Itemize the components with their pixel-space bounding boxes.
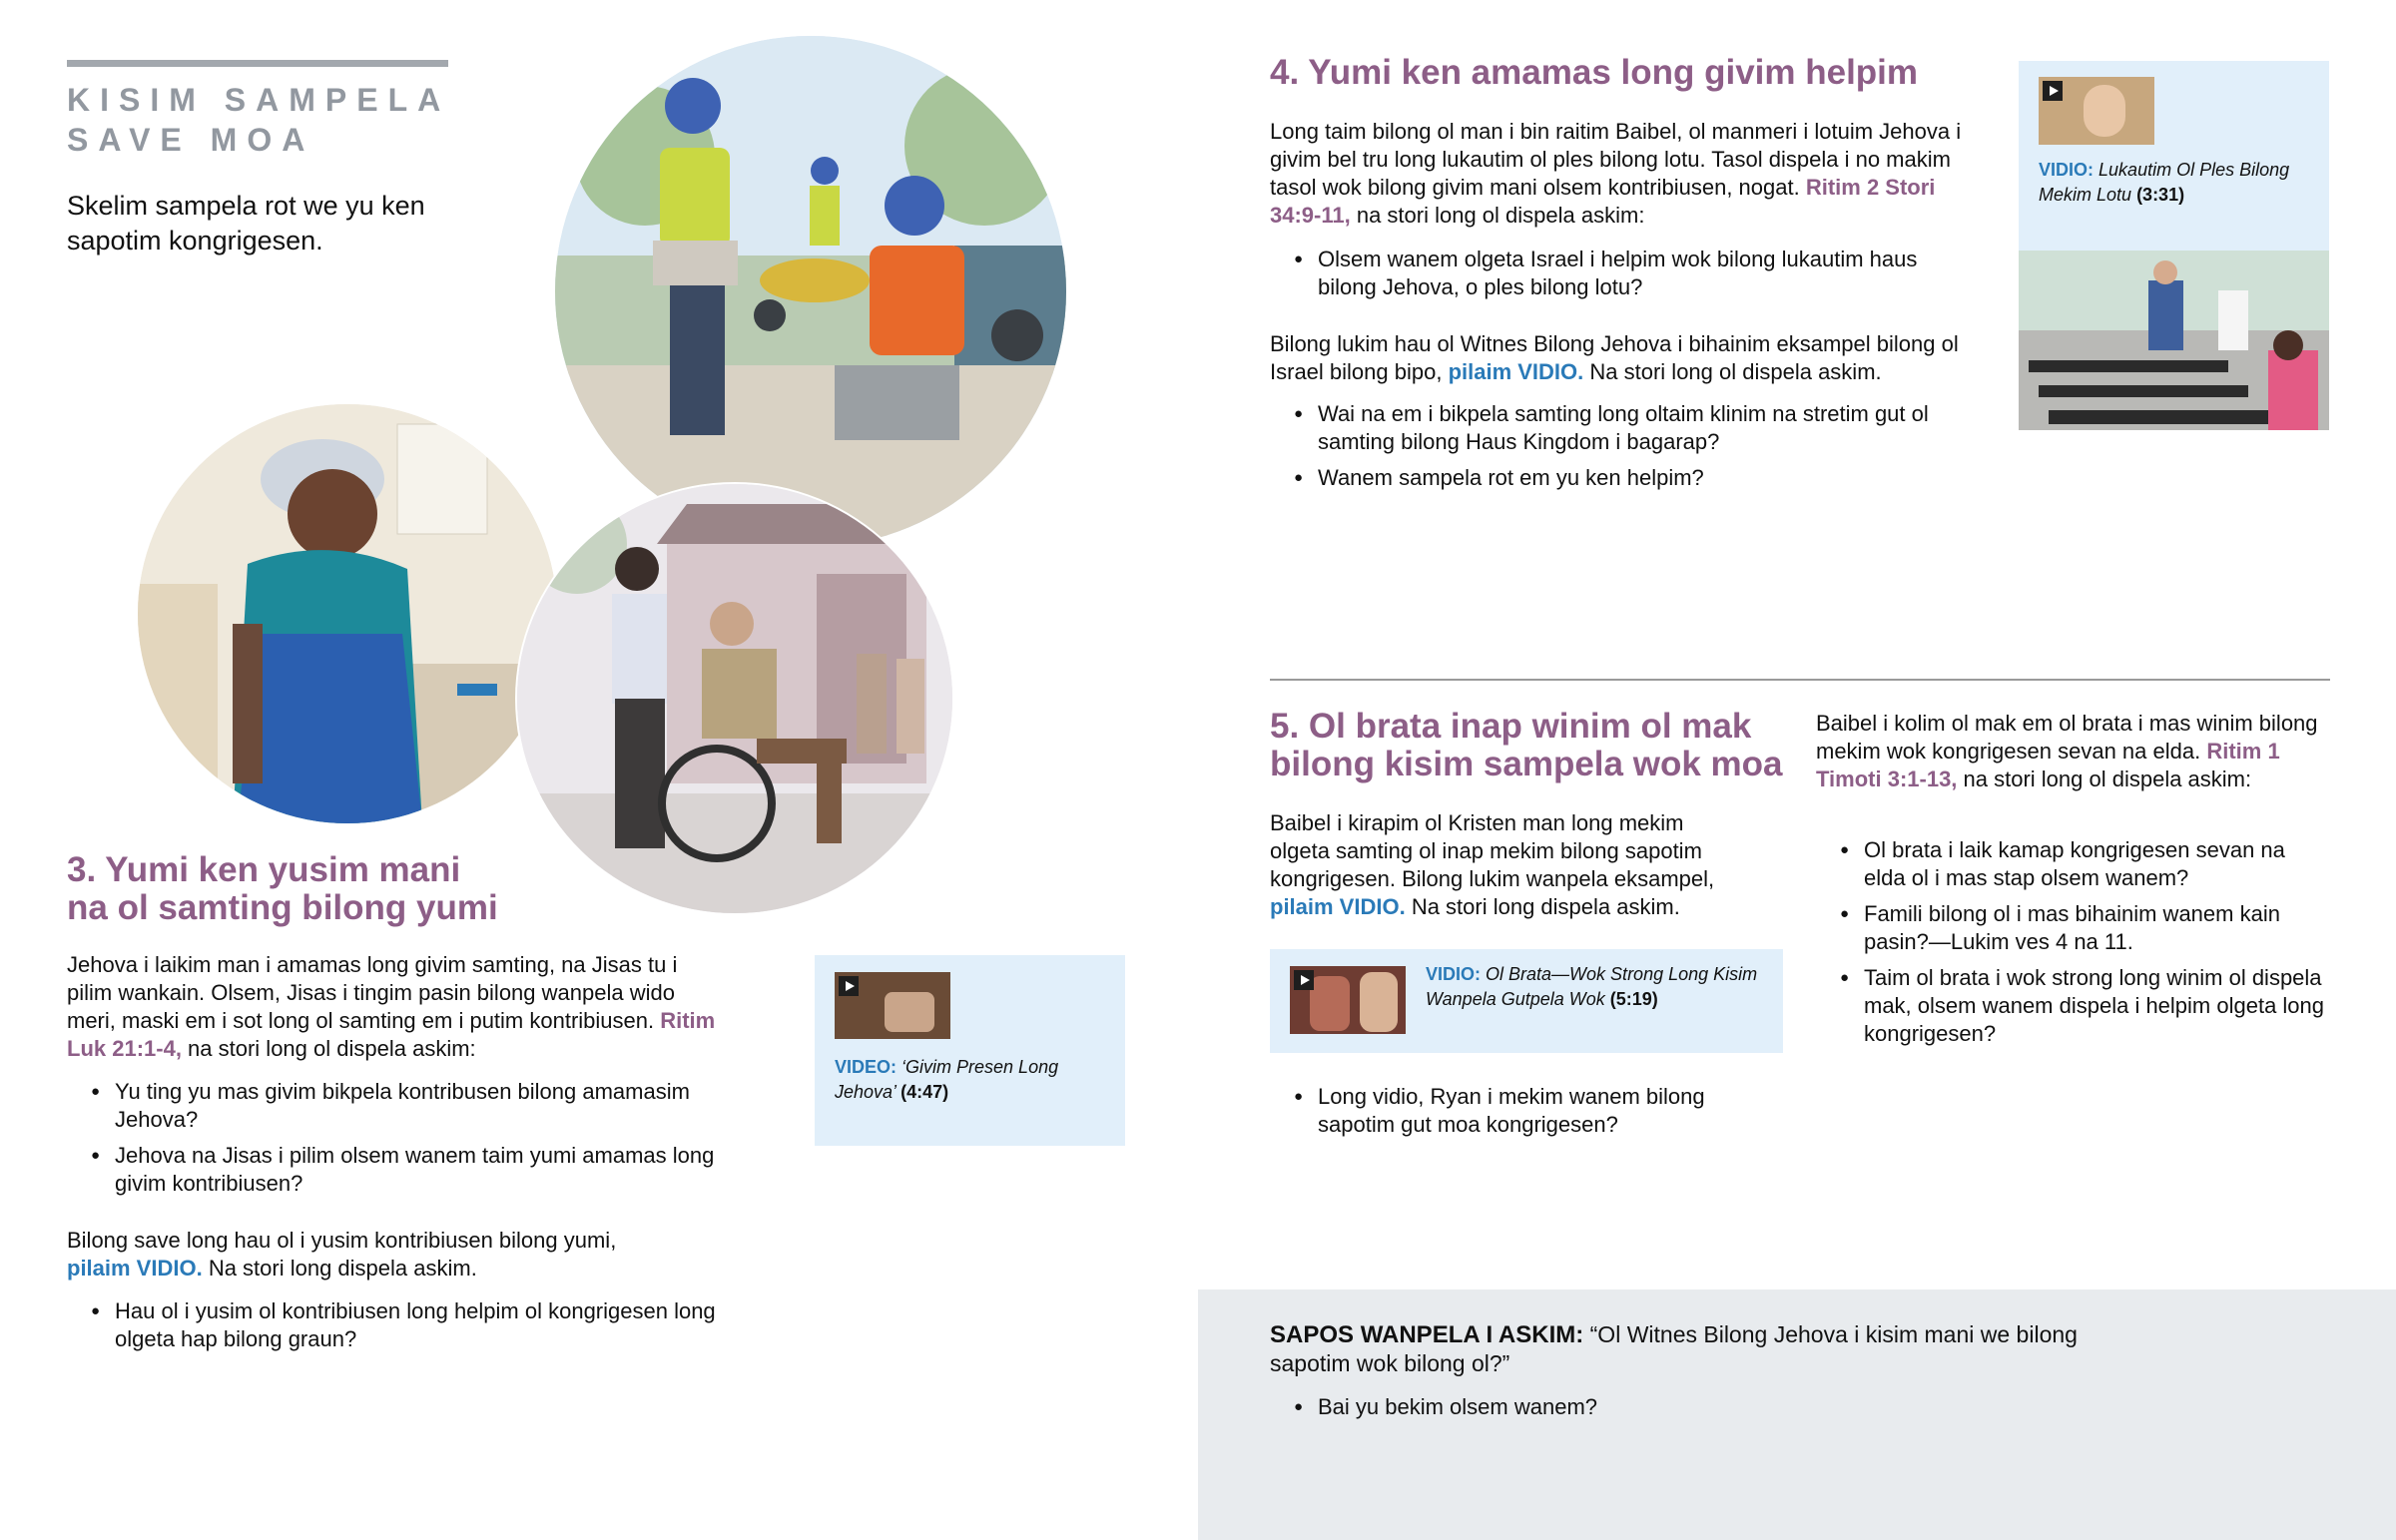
intro-title	[67, 80, 486, 160]
intro-title-line2: SAVE MOA	[67, 122, 315, 158]
section3-heading: 3. Yumi ken yusim mani na ol samting bilong yumi	[67, 850, 498, 927]
section4-bullets2	[1270, 400, 1969, 492]
video-label: VIDIO:	[1426, 964, 1482, 984]
list-item: ● Taim ol brata i wok strong long winim ol dispela mak, olsem wanem dispela i helpim olgeta long kongrigesen?	[1816, 964, 2330, 1048]
section3-para2-text: Bilong save long hau ol i yusim kontribiusen bilong yumi,	[67, 1228, 617, 1253]
section4-video-card[interactable]	[2019, 61, 2329, 430]
section3-para1-text: Jehova i laikim man i amamas long givim samting, na Jisas tu i pilim wankain. Olsem, Jisas i tingim pasin bilong wanpela wido meri, maski em i sot long ol samting em i putim kontribiusen.	[67, 952, 678, 1033]
list-item: ● Wanem sampela rot em yu ken helpim?	[1270, 464, 1969, 492]
woman-donating-illustration	[138, 404, 557, 823]
section3-video-caption	[835, 1055, 1114, 1105]
section4-para1-text: Long taim bilong ol man i bin raitim Baibel, ol manmeri i lotuim Jehova i givim bel tru long lukautim ol ples bilong lotu. Tasol dispela i no makim tasol wok bilong givim mani olsem kontribiusen, nogat.	[1270, 119, 1962, 200]
workers-illustration	[555, 36, 1066, 547]
video-duration: (5:19)	[1609, 989, 1658, 1009]
list-item: ● Olsem wanem olgeta Israel i helpim wok bilong lukautim haus bilong Jehova, o ples bilong lotu?	[1270, 246, 1969, 301]
play-icon[interactable]	[2043, 81, 2063, 101]
section5-para2-tail: na stori long ol dispela askim:	[1957, 767, 2252, 791]
video-thumbnail[interactable]	[2039, 77, 2154, 145]
section5-para1-text: Baibel i kirapim ol Kristen man long mekim olgeta samting ol inap mekim bilong sapotim kongrigesen. Bilong lukim wanpela eksampel,	[1270, 810, 1715, 891]
section3-para2	[67, 1227, 726, 1283]
list-item: ● Famili bilong ol i mas bihainim wanem kain pasin?—Lukim ves 4 na 11.	[1816, 900, 2330, 956]
section3-video-card[interactable]	[815, 955, 1125, 1146]
video-label: VIDIO:	[2039, 160, 2095, 180]
section5-para1	[1270, 809, 1749, 921]
section4-heading-wrap	[1270, 54, 1989, 92]
section5-para2	[1816, 710, 2330, 793]
play-icon[interactable]	[839, 976, 859, 996]
video-title: Lukautim Ol Ples Bilong Mekim Lotu	[2039, 160, 2290, 205]
section5-scripture-link[interactable]: Ritim 1 Timoti 3:1-13,	[1816, 739, 2280, 791]
section5-video-caption	[1426, 962, 1765, 1012]
intro-title-line1: KISIM SAMPELA	[67, 82, 451, 118]
section5-bullets1	[1270, 1083, 1769, 1139]
section3-bullets1	[67, 1078, 746, 1198]
play-icon[interactable]	[1294, 970, 1314, 990]
video-thumbnail[interactable]	[835, 972, 950, 1039]
list-item: ● Hau ol i yusim ol kontribiusen long helpim ol kongrigesen long olgeta hap bilong graun?	[67, 1297, 746, 1353]
video-label: VIDEO:	[835, 1057, 898, 1077]
section4-para2	[1270, 330, 1989, 386]
video-title: Ol Brata—Wok Strong Long Kisim Wanpela Gutpela Wok	[1426, 964, 1758, 1009]
section3-para1	[67, 951, 726, 1063]
section5-para1-tail: Na stori long dispela askim.	[1405, 894, 1680, 919]
ask-question	[1270, 1320, 2148, 1378]
list-item: ● Ol brata i laik kamap kongrigesen sevan na elda ol i mas stap olsem wanem?	[1816, 836, 2330, 892]
section5-video-card[interactable]	[1270, 949, 1783, 1053]
section3-para1-tail: na stori long ol dispela askim:	[181, 1036, 476, 1061]
section3-bullets2	[67, 1297, 746, 1353]
section3-scripture-link[interactable]: Ritim Luk 21:1-4,	[67, 1008, 716, 1061]
section3-heading-wrap	[67, 851, 506, 927]
section5-heading-wrap	[1270, 708, 1789, 783]
section4-scripture-link[interactable]: Ritim 2 Stori 34:9-11,	[1270, 175, 1936, 228]
section4-video-link[interactable]: pilaim VIDIO.	[1448, 359, 1584, 384]
section5-bullets2	[1816, 836, 2330, 1048]
section5-para2-text: Baibel i kolim ol mak em ol brata i mas winim bilong mekim wok kongrigesen sevan na elda.	[1816, 711, 2318, 764]
section4-para1-tail: na stori long ol dispela askim:	[1350, 203, 1645, 228]
list-item: ● Yu ting yu mas givim bikpela kontribusen bilong amamasim Jehova?	[67, 1078, 746, 1134]
ask-lead: SAPOS WANPELA I ASKIM:	[1270, 1321, 1584, 1348]
section5-heading: 5. Ol brata inap winim ol mak bilong kisim sampela wok moa	[1270, 707, 1783, 783]
video-duration: (4:47)	[900, 1082, 949, 1102]
section3-para2-tail: Na stori long dispela askim.	[202, 1256, 477, 1281]
list-item: ● Long vidio, Ryan i mekim wanem bilong sapotim gut moa kongrigesen?	[1270, 1083, 1769, 1139]
ask-question-text: “Ol Witnes Bilong Jehova i kisim mani we bilong sapotim wok bilong ol?”	[1270, 1321, 2078, 1376]
video-thumbnail[interactable]	[1290, 966, 1406, 1034]
section4-para2-tail: Na stori long ol dispela askim.	[1583, 359, 1882, 384]
video-title: ‘Givim Presen Long Jehova’	[835, 1057, 1059, 1102]
ask-bullets	[1270, 1393, 1969, 1421]
section-divider	[1270, 679, 2330, 681]
video-duration: (3:31)	[2136, 185, 2185, 205]
section4-para1	[1270, 118, 1969, 230]
intro-rule	[67, 60, 448, 67]
intro-subtitle: Skelim sampela rot we yu ken sapotim kongrigesen.	[67, 191, 425, 256]
section4-video-caption	[2039, 158, 2318, 208]
list-item: ● Jehova na Jisas i pilim olsem wanem taim yumi amamas long givim kontribiusen?	[67, 1142, 746, 1198]
list-item: ● Wai na em i bikpela samting long oltaim klinim na stretim gut ol samting bilong Haus Kingdom i bagarap?	[1270, 400, 1969, 456]
list-item: ● Bai yu bekim olsem wanem?	[1270, 1393, 1969, 1421]
hall-cleaning-photo	[2019, 251, 2329, 430]
section4-para2-text: Bilong lukim hau ol Witnes Bilong Jehova i bihainim eksampel bilong ol Israel bilong bipo,	[1270, 331, 1959, 384]
section4-heading: 4. Yumi ken amamas long givim helpim	[1270, 53, 1919, 92]
section3-video-link[interactable]: pilaim VIDIO.	[67, 1256, 203, 1281]
section4-bullets1	[1270, 246, 1969, 301]
section5-video-link[interactable]: pilaim VIDIO.	[1270, 894, 1406, 919]
man-helping-wheelchair-illustration	[517, 484, 952, 913]
